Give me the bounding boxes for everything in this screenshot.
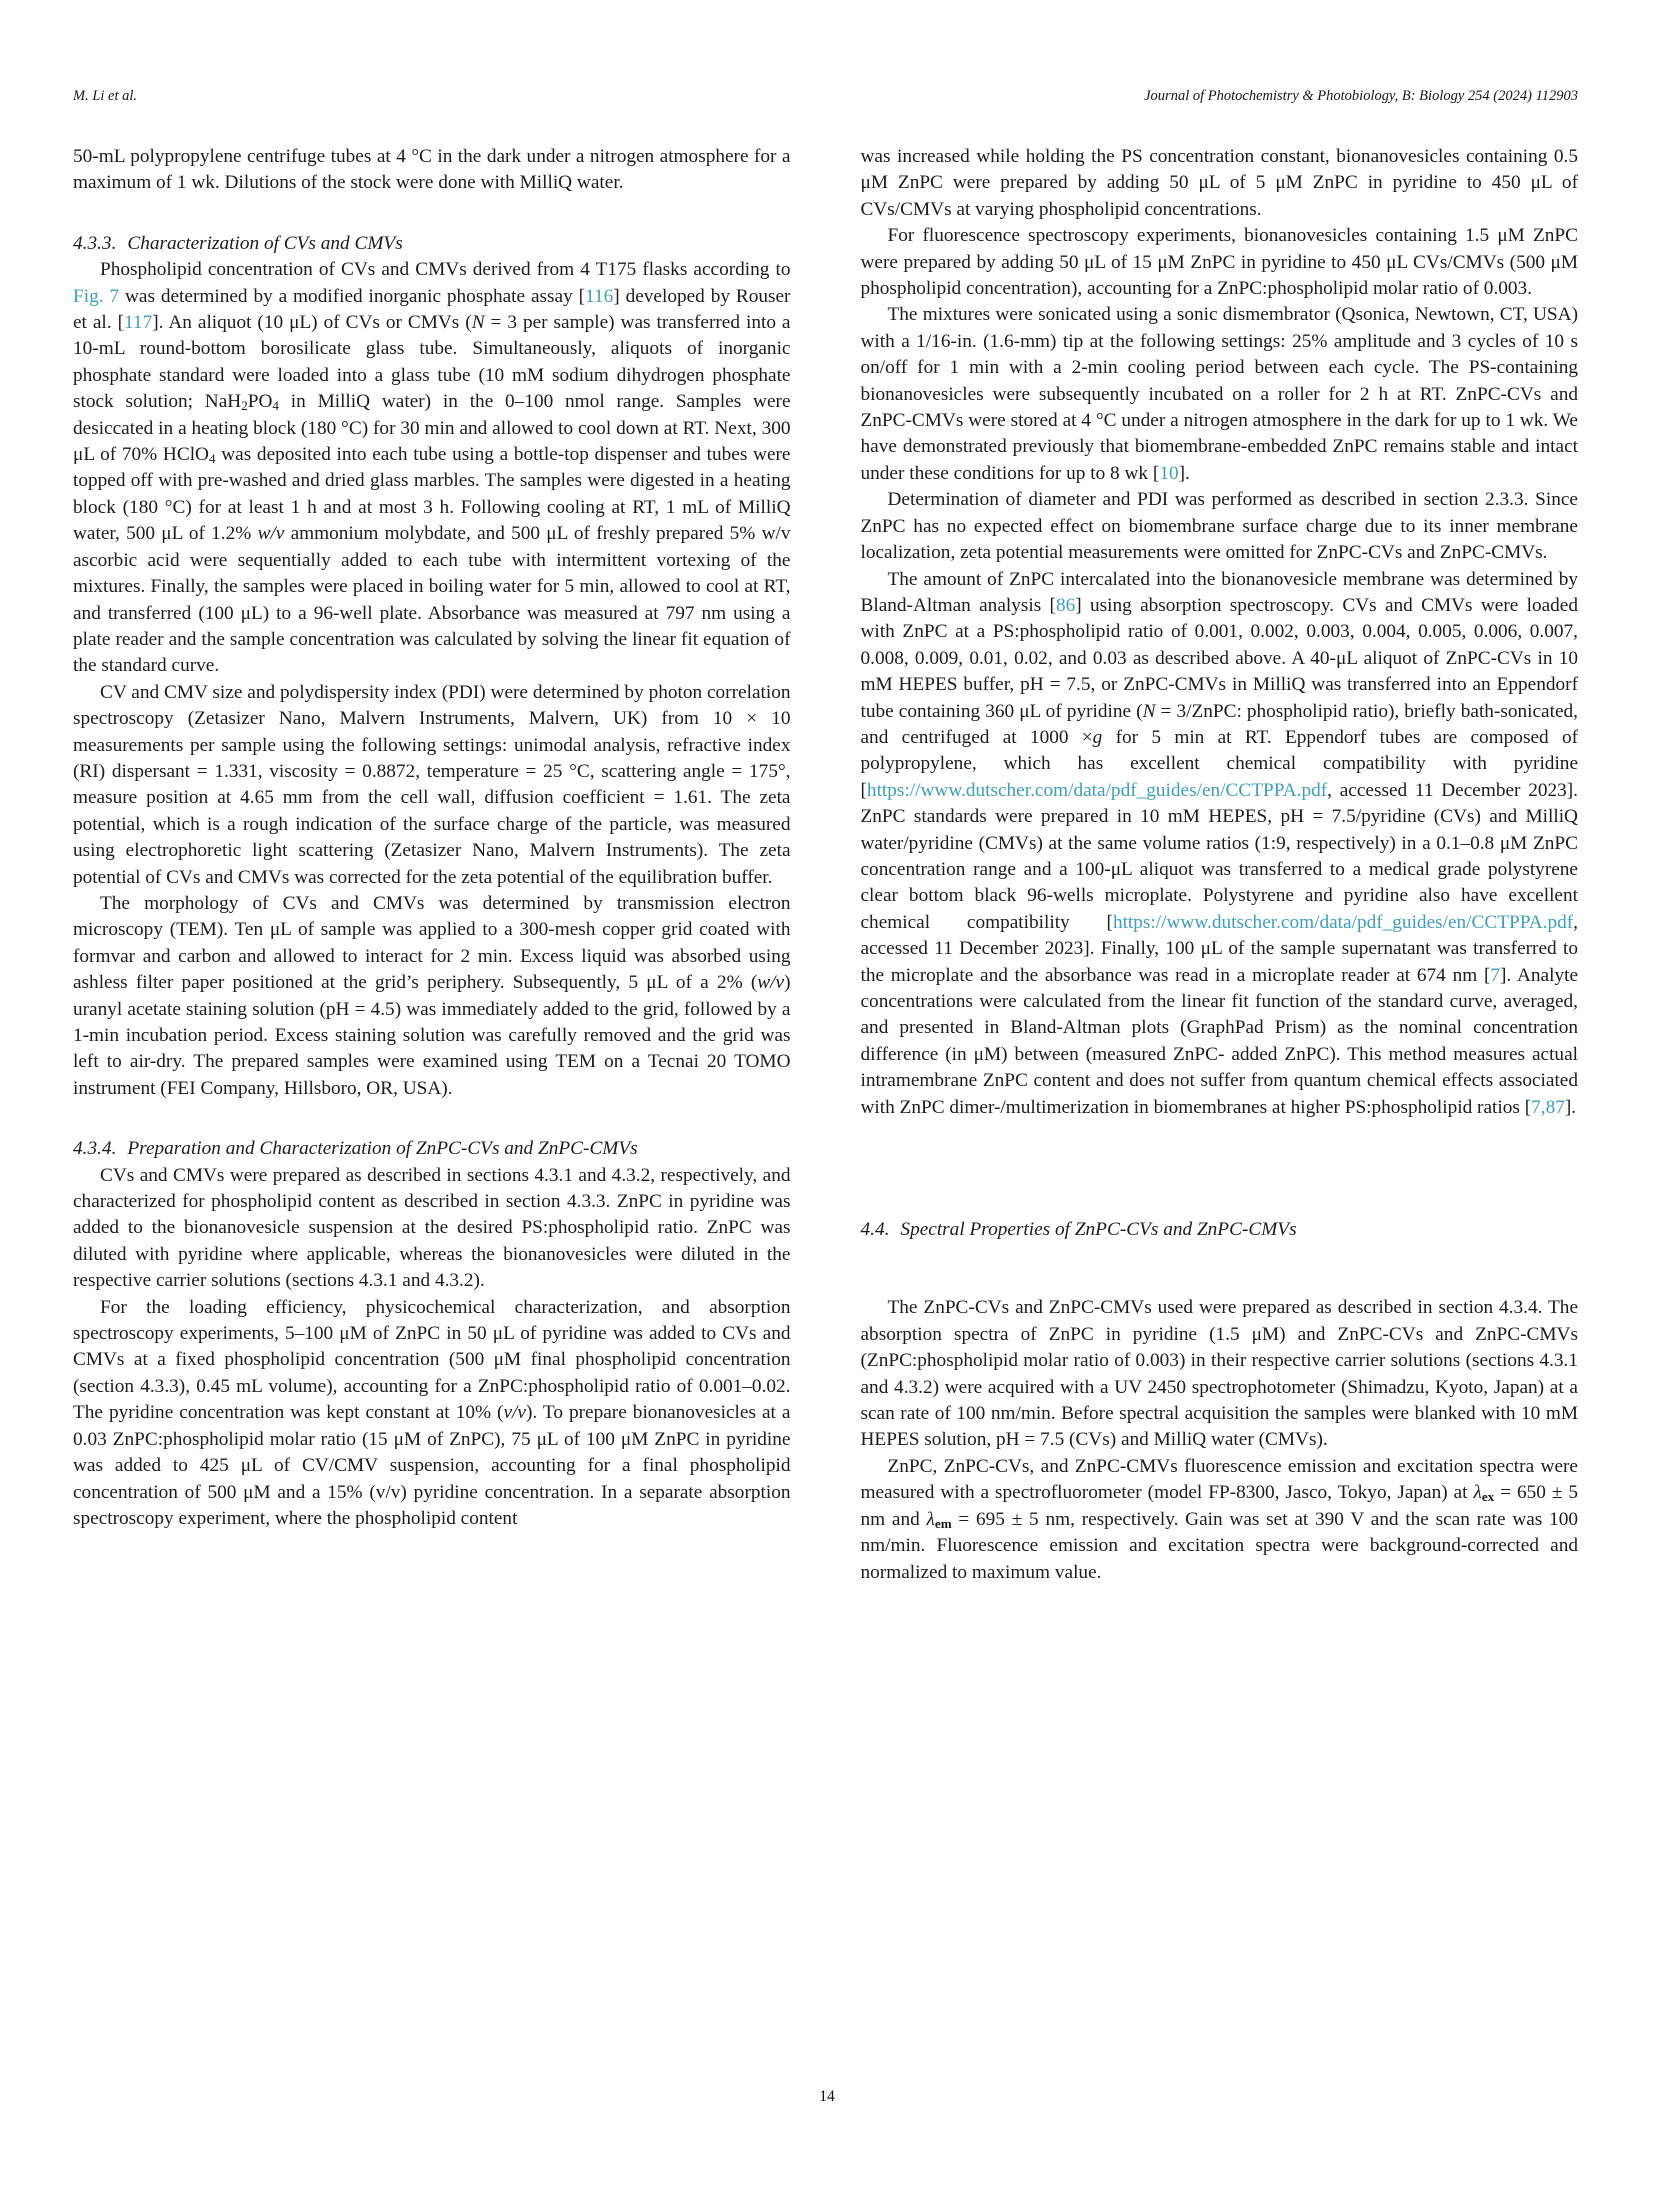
section-heading: 4.4. Spectral Properties of ZnPC-CVs and ZnPC-CMVs	[860, 1219, 1297, 1241]
paragraph: was increased while holding the PS concentration constant, bionanovesicles containing 0.5 μM ZnPC were prepared by adding 50 μL of 5 μM ZnPC in pyridine to 450 μL of CVs/CMVs at varying phospholipid concentrations.	[860, 146, 1578, 220]
page-number: 14	[819, 2088, 835, 2105]
text-i: N	[1142, 700, 1156, 722]
paragraph: CVs and CMVs were prepared as described in sections 4.3.1 and 4.3.2, respectively, and characterized for phospholipid content as described in section 4.3.3. ZnPC in pyridine was added to the bionanovesicle suspension at the desired PS:phospholipid ratio. ZnPC was diluted with pyridine where applicable, whereas the bionanovesicles were diluted in the respective carrier solutions (sections 4.3.1 and 4.3.2).	[73, 1164, 791, 1292]
reference-link[interactable]: 86	[1055, 594, 1076, 616]
paragraph: The ZnPC-CVs and ZnPC-CMVs used were prepared as described in section 4.3.4. The absorption spectra of ZnPC in pyridine (1.5 μM) and ZnPC-CVs and ZnPC-CMVs (ZnPC:phospholipid molar ratio of 0.003) in their respective carrier solutions (sections 4.3.1 and 4.3.2) were acquired with a UV 2450 spectrophotometer (Shimadzu, Kyoto, Japan) at a scan rate of 100 nm/min. Before spectral acquisition the samples were blanked with 10 mM HEPES solution, pH = 7.5 (CVs) and MilliQ water (CMVs).	[860, 1297, 1578, 1451]
reference-link[interactable]: 117	[124, 312, 153, 334]
header	[73, 88, 1578, 105]
paragraph: Phospholipid concentration of CVs and CMVs derived from 4 T175 flasks according to Fig. 7 was determined by a modified inorganic phosphate assay [116] developed by Rouser et al. [117]. An aliquot (10 μL) of CVs or CMVs (N = 3 per sample) was transferred into a 10-mL round-bottom borosilicate glass tube. Simultaneously, aliquots of inorganic phosphate standard were loaded into a glass tube (10 mM sodium dihydrogen phosphate stock solution; NaH2PO4 in MilliQ water) in the 0–100 nmol range. Samples were desiccated in a heating block (180 °C) for 30 min and allowed to cool down at RT. Next, 300 μL of 70% HClO4 was deposited into each tube using a bottle-top dispenser and tubes were topped off with pre-washed and dried glass marbles. The samples were digested in a heating block (180 °C) for at least 1 h and at most 3 h. Following cooling at RT, 1 mL of MilliQ water, 500 μL of 1.2% w/v ammonium molybdate, and 500 μL of freshly prepared 5% w/v ascorbic acid were sequentially added to each tube with intermittent vortexing of the mixtures. Finally, the samples were placed in boiling water for 5 min, allowed to cool at RT, and transferred (100 μL) to a 96-well plate. Absorbance was measured at 797 nm using a plate reader and the sample concentration was calculated by solving the linear fit equation of the standard curve.	[73, 259, 791, 677]
text-i: λ	[1473, 1482, 1482, 1504]
section-heading: 4.3.4. Preparation and Characterization of ZnPC-CVs and ZnPC-CMVs	[73, 1138, 638, 1160]
text-sub: 4	[272, 398, 279, 414]
reference-link[interactable]: 7,87	[1531, 1096, 1565, 1118]
section-number: 4.3.3.	[73, 232, 117, 254]
section-number: 4.3.4.	[73, 1138, 117, 1160]
reference-link[interactable]: 7	[1490, 964, 1501, 986]
paragraph: CV and CMV size and polydispersity index (PDI) were determined by photon correlation spectroscopy (Zetasizer Nano, Malvern Instruments, Malvern, UK) from 10 × 10 measurements per sample using the following settings: unimodal analysis, refractive index (RI) dispersant = 1.331, viscosity = 0.8872, temperature = 25 °C, scattering angle = 175°, measure position at 4.65 mm from the cell wall, diffusion coefficient = 1.61. The zeta potential, which is a rough indication of the surface charge of the particle, was measured using electrophoretic light scattering (Zetasizer Nano, Malvern Instruments). The zeta potential of CVs and CMVs was corrected for the zeta potential of the equilibration buffer.	[73, 681, 791, 888]
paragraph: The amount of ZnPC intercalated into the bionanovesicle membrane was determined by Bland-Altman analysis [86] using absorption spectroscopy. CVs and CMVs were loaded with ZnPC at a PS:phospholipid ratio of 0.001, 0.002, 0.003, 0.004, 0.005, 0.006, 0.007, 0.008, 0.009, 0.01, 0.02, and 0.03 as described above. A 40-μL aliquot of ZnPC-CVs in 10 mM HEPES buffer, pH = 7.5, or ZnPC-CMVs in MilliQ was transferred into an Eppendorf tube containing 360 μL of pyridine (N = 3/ZnPC: phospholipid ratio), briefly bath-sonicated, and centrifuged at 1000 ×g for 5 min at RT. Eppendorf tubes are composed of polypropylene, which has excellent chemical compatibility with pyridine [https://www.dutscher.com/data/pdf_guides/en/CCTPPA.pdf, accessed 11 December 2023]. ZnPC standards were prepared in 10 mM HEPES, pH = 7.5/pyridine (CVs) and MilliQ water/pyridine (CMVs) at the same volume ratios (1:9, respectively) in a 0.1–0.8 μM ZnPC concentration range and a 100-μL aliquot was transferred to a medical grade polystyrene clear bottom black 96-wells microplate. Polystyrene and pyridine also have excellent chemical compatibility [https://www.dutscher.com/data/pdf_guides/en/CCTPPA.pdf, accessed 11 December 2023]. Finally, 100 μL of the sample supernatant was transferred to the microplate and the absorbance was read in a microplate reader at 674 nm [7]. Analyte concentrations were calculated from the linear fit function of the standard curve, averaged, and presented in Bland-Altman plots (GraphPad Prism) as the nominal concentration difference (in μM) between (measured ZnPC- added ZnPC). This method measures actual intramembrane ZnPC content and does not suffer from quantum chemical effects associated with ZnPC dimer-/multimerization in biomembranes at higher PS:phospholipid ratios [7,87].	[860, 568, 1579, 1118]
text-i: g	[1092, 726, 1103, 748]
paragraph: For fluorescence spectroscopy experiments, bionanovesicles containing 1.5 μM ZnPC were prepared by adding 50 μL of 15 μM ZnPC in pyridine to 450 μL CVs/CMVs (500 μM phospholipid concentration), accounting for a ZnPC:phospholipid molar ratio of 0.003.	[860, 225, 1578, 300]
text-i: w/v	[757, 972, 785, 994]
column-right	[861, 144, 1579, 1586]
paragraph: 50-mL polypropylene centrifuge tubes at 4 °C in the dark under a nitrogen atmosphere for a maximum of 1 wk. Dilutions of the stock were done with MilliQ water.	[73, 146, 791, 194]
column-left	[73, 144, 791, 1586]
url-link[interactable]: https://www.dutscher.com/data/pdf_guides/en/CCTPPA.pdf	[866, 779, 1328, 801]
text-sub: 2	[241, 398, 248, 414]
header-journal: Journal of Photochemistry & Photobiology, B: Biology 254 (2024) 112903	[1144, 88, 1578, 104]
paragraph: For the loading efficiency, physicochemical characterization, and absorption spectroscopy experiments, 5–100 μM of ZnPC in 50 μL of pyridine was added to CVs and CMVs at a fixed phospholipid concentration (500 μM final phospholipid concentration (section 4.3.3), 0.45 mL volume), accounting for a ZnPC:phospholipid ratio of 0.001–0.02. The pyridine concentration was kept constant at 10% (v/v). To prepare bionanovesicles at a 0.03 ZnPC:phospholipid molar ratio (15 μM of ZnPC), 75 μL of 100 μM ZnPC in pyridine was added to 425 μL of CV/CMV suspension, accounting for a final phospholipid concentration of 500 μM and a 15% (v/v) pyridine concentration. In a separate absorption spectroscopy experiment, where the phospholipid content	[73, 1296, 791, 1529]
paragraph: The mixtures were sonicated using a sonic dismembrator (Qsonica, Newtown, CT, USA) with a 1/16-in. (1.6-mm) tip at the following settings: 25% amplitude and 3 cycles of 10 s on/off for 1 min with a 2-min cooling period between each cycle. The PS-containing bionanovesicles were subsequently incubated on a roller for 2 h at RT. ZnPC-CVs and ZnPC-CMVs were stored at 4 °C under a nitrogen atmosphere in the dark for up to 1 wk. We have demonstrated previously that biomembrane-embedded ZnPC remains stable and intact under these conditions for up to 8 wk [10].	[860, 304, 1578, 484]
section-heading: 4.3.3. Characterization of CVs and CMVs	[73, 232, 403, 254]
text-bsub: ex	[1481, 1489, 1495, 1505]
section-number: 4.4.	[860, 1219, 890, 1241]
url-link[interactable]: https://www.dutscher.com/data/pdf_guides/en/CCTPPA.pdf	[1112, 911, 1574, 933]
footer	[0, 2088, 1654, 2106]
figure-7-link[interactable]: Fig. 7	[73, 285, 120, 307]
header-author: M. Li et al.	[73, 88, 138, 104]
text-i: w/v	[257, 523, 285, 545]
paragraph: Determination of diameter and PDI was performed as described in section 2.3.3. Since ZnPC has no expected effect on biomembrane surface charge due to its inner membrane localization, zeta potential measurements were omitted for ZnPC-CVs and ZnPC-CMVs.	[860, 489, 1578, 564]
text-i: v/v	[503, 1402, 526, 1424]
reference-link[interactable]: 10	[1159, 462, 1179, 484]
reference-link[interactable]: 116	[585, 285, 614, 307]
text-i: λ	[926, 1508, 935, 1530]
text-sub: 4	[208, 450, 216, 466]
article-body	[73, 144, 1578, 1586]
paragraph: The morphology of CVs and CMVs was determined by transmission electron microscopy (TEM). Ten μL of sample was applied to a 300-mesh copper grid coated with formvar and carbon and allowed to interact for 2 min. Excess liquid was absorbed using ashless filter paper positioned at the grid’s periphery. Subsequently, 5 μL of a 2% (w/v) uranyl acetate staining solution (pH = 4.5) was immediately added to the grid, followed by a 1-min incubation period. Excess staining solution was carefully removed and the grid was left to air-dry. The prepared samples were examined using TEM on a Tecnai 20 TOMO instrument (FEI Company, Hillsboro, OR, USA).	[73, 892, 791, 1099]
text-i: N	[471, 312, 485, 334]
text-bsub: em	[934, 1515, 952, 1531]
paragraph: ZnPC, ZnPC-CVs, and ZnPC-CMVs fluorescence emission and excitation spectra were measured with a spectrofluorometer (model FP-8300, Jasco, Tokyo, Japan) at λex = 650 ± 5 nm and λem = 695 ± 5 nm, respectively. Gain was set at 390 V and the scan rate was 100 nm/min. Fluorescence emission and excitation spectra were background-corrected and normalized to maximum value.	[860, 1455, 1578, 1583]
